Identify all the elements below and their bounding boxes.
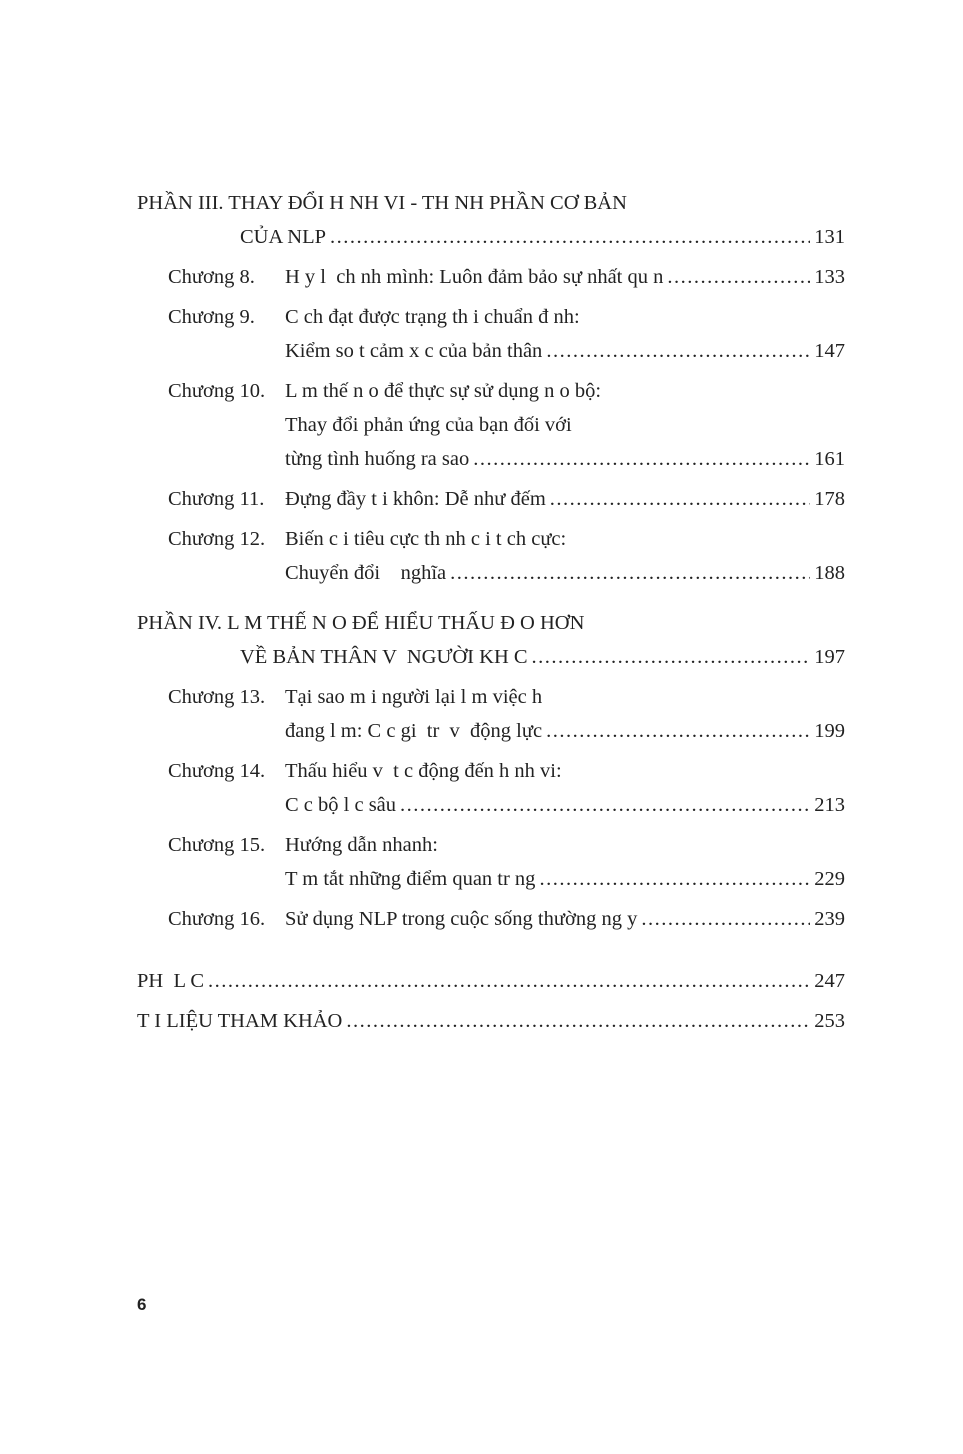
footer-page-number: 6 [137, 1295, 147, 1314]
dot-leader [208, 964, 810, 998]
toc-line [137, 606, 845, 640]
toc-line [137, 220, 845, 254]
toc-entry [137, 482, 845, 516]
toc-entry [137, 522, 845, 590]
dot-leader [346, 1004, 810, 1038]
toc-text: đang l m: C c gi tr v động lực [285, 720, 543, 742]
toc-text: VỀ BẢN THÂN V NGƯỜI KH C [240, 646, 528, 668]
dot-leader [539, 862, 810, 896]
chapter-label: Chương 14. [168, 760, 266, 782]
toc-text: Thay đổi phản ứng của bạn đối với [285, 414, 572, 436]
chapter-label: Chương 15. [168, 834, 266, 856]
toc-entry [137, 680, 845, 748]
dot-leader [450, 556, 810, 590]
chapter-label: Chương 9. [168, 306, 255, 328]
toc-text: PHẦN III. THAY ĐỔI H NH VI - TH NH PHẦN CƠ BẢN [137, 192, 627, 214]
toc-text: Kiểm so t cảm x c của bản thân [285, 340, 543, 362]
toc-text: Sử dụng NLP trong cuộc sống thường ng y [285, 908, 638, 930]
dot-leader [532, 640, 811, 674]
toc-text: L m thế n o để thực sự sử dụng n o bộ: [285, 380, 602, 402]
toc-entry [137, 902, 845, 936]
toc-line [137, 680, 845, 714]
toc-line [137, 556, 845, 590]
dot-leader [330, 220, 810, 254]
toc-list [137, 186, 845, 1044]
chapter-label: Chương 8. [168, 266, 255, 288]
chapter-label: Chương 16. [168, 908, 266, 930]
toc-line [137, 522, 845, 556]
page-number: 161 [814, 448, 845, 470]
toc-entry [137, 964, 845, 998]
page-number: 253 [814, 1010, 845, 1032]
toc-line [137, 442, 845, 476]
toc-line [137, 300, 845, 334]
toc-line [137, 640, 845, 674]
toc-line [137, 374, 845, 408]
dot-leader [546, 334, 810, 368]
toc-text: Tại sao m i người lại l m việc h [285, 686, 543, 708]
dot-leader [400, 788, 810, 822]
toc-text: H y l ch nh mình: Luôn đảm bảo sự nhất qu n [285, 266, 664, 288]
toc-line [137, 714, 845, 748]
toc-entry [137, 374, 845, 476]
page-number: 199 [814, 720, 845, 742]
toc-entry [137, 300, 845, 368]
dot-leader [667, 260, 810, 294]
toc-entry [137, 186, 845, 254]
dot-leader [473, 442, 810, 476]
page-number: 213 [814, 794, 845, 816]
page-number: 131 [814, 226, 845, 248]
page-number: 229 [814, 868, 845, 890]
toc-text: Đựng đầy t i khôn: Dễ như đếm [285, 488, 546, 510]
toc-line [137, 1004, 845, 1038]
toc-entry [137, 606, 845, 674]
dot-leader [550, 482, 810, 516]
toc-text: C ch đạt được trạng th i chuẩn đ nh: [285, 306, 580, 328]
toc-entry [137, 828, 845, 896]
page-number: 239 [814, 908, 845, 930]
dot-leader [641, 902, 810, 936]
page-number: 247 [814, 970, 845, 992]
toc-text: T I LIỆU THAM KHẢO [137, 1010, 343, 1032]
toc-text: C c bộ l c sâu [285, 794, 397, 816]
page-number: 178 [814, 488, 845, 510]
toc-line [137, 482, 845, 516]
toc-line [137, 964, 845, 998]
toc-line [137, 828, 845, 862]
page-number: 133 [814, 266, 845, 288]
toc-text: PHẦN IV. L M THẾ N O ĐỂ HIỂU THẤU Đ O HƠN [137, 612, 585, 634]
toc-text: Thấu hiểu v t c động đến h nh vi: [285, 760, 562, 782]
page-number: 197 [814, 646, 845, 668]
toc-text: CỦA NLP [240, 226, 327, 248]
toc-text: PH L C [137, 970, 205, 992]
chapter-label: Chương 10. [168, 380, 266, 402]
page-number: 147 [814, 340, 845, 362]
toc-text: T m tắt những điểm quan tr ng [285, 868, 536, 890]
toc-line [137, 862, 845, 896]
toc-line [137, 902, 845, 936]
toc-entry [137, 1004, 845, 1038]
chapter-label: Chương 13. [168, 686, 266, 708]
toc-entry [137, 260, 845, 294]
dot-leader [546, 714, 810, 748]
page-number: 188 [814, 562, 845, 584]
toc-line [137, 260, 845, 294]
toc-line [137, 408, 845, 442]
toc-line [137, 186, 845, 220]
toc-line [137, 788, 845, 822]
toc-line [137, 334, 845, 368]
toc-entry [137, 754, 845, 822]
toc-text: Chuyển đổi nghĩa [285, 562, 447, 584]
chapter-label: Chương 12. [168, 528, 266, 550]
toc-text: từng tình huống ra sao [285, 448, 470, 470]
toc-text: Biến c i tiêu cực th nh c i t ch cực: [285, 528, 567, 550]
toc-text: Hướng dẫn nhanh: [285, 834, 438, 856]
chapter-label: Chương 11. [168, 488, 265, 510]
toc-line [137, 754, 845, 788]
